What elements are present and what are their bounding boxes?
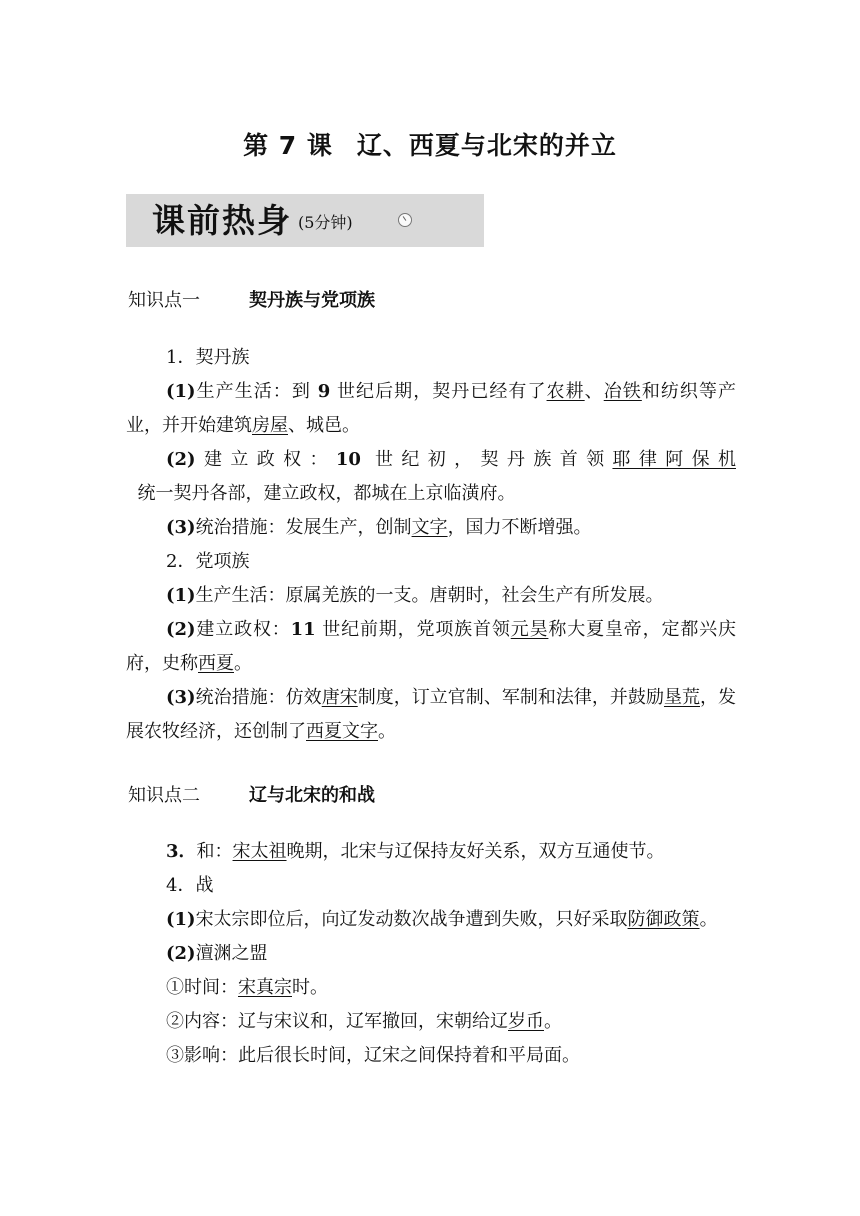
answer-blank: 唐宋 (321, 687, 358, 708)
answer-blank: 宋真宗 (238, 977, 292, 998)
knowledge-point-name: 契丹族与党项族 (249, 290, 375, 311)
knowledge-point-name: 辽与北宋的和战 (249, 785, 375, 806)
subheading-war: 4．战 (166, 875, 214, 896)
banner-duration: (5分钟) (298, 213, 353, 232)
paragraph: 3．和：宋太祖晚期，北宋与辽保持友好关系，双方互通使节。 (166, 841, 665, 862)
paragraph: (2)建立政权：10 世纪初，契丹族首领耶律阿保机 统一契丹各部，建立政权，都城在上京临潢府。 (126, 449, 736, 504)
paragraph: ②内容：辽与宋议和，辽军撤回，宋朝给辽岁币。 (166, 1011, 562, 1032)
paragraph: ①时间：宋真宗时。 (166, 977, 328, 998)
lesson-topic: 辽、西夏与北宋的并立 (356, 131, 617, 160)
answer-blank: 文字 (411, 517, 448, 538)
answer-blank: 耶律阿保机 (612, 449, 736, 470)
subheading-khitan: 1．契丹族 (166, 347, 250, 368)
paragraph: (1)生产生活：原属羌族的一支。唐朝时，社会生产有所发展。 (166, 585, 664, 606)
answer-blank: 元昊 (510, 619, 549, 640)
lesson-number: 第 7 课 (243, 131, 333, 160)
answer-blank: 宋太祖 (232, 841, 287, 862)
knowledge-point-1-heading (128, 288, 375, 314)
paragraph: (1)生产生活：到 9 世纪后期，契丹已经有了农耕、冶铁和纺织等产业，并开始建筑房屋、城邑。 (126, 381, 737, 436)
answer-blank: 防御政策 (627, 909, 700, 930)
answer-blank: 西夏文字 (306, 721, 378, 742)
answer-blank: 农耕 (546, 381, 585, 402)
knowledge-point-label: 知识点二 (128, 785, 200, 806)
answer-blank: 西夏 (198, 653, 234, 674)
knowledge-point-label: 知识点一 (128, 290, 200, 311)
banner-title: 课前热身 (152, 201, 292, 240)
paragraph: (2)澶渊之盟 (166, 943, 268, 964)
answer-blank: 垦荒 (663, 687, 700, 708)
knowledge-point-1-body (126, 341, 736, 749)
page-title (0, 128, 860, 164)
answer-blank: 冶铁 (603, 381, 642, 402)
answer-blank: 房屋 (252, 415, 288, 436)
clock-icon (398, 213, 412, 227)
knowledge-point-2-body (126, 835, 736, 1073)
answer-blank: 岁币 (508, 1011, 544, 1032)
paragraph: (3)统治措施：发展生产，创制文字，国力不断增强。 (166, 517, 592, 538)
subheading-dangxiang: 2．党项族 (166, 551, 250, 572)
warmup-banner (126, 194, 484, 247)
paragraph: (1)宋太宗即位后，向辽发动数次战争遭到失败，只好采取防御政策。 (166, 909, 718, 930)
paragraph: (3)统治措施：仿效唐宋制度，订立官制、军制和法律，并鼓励垦荒，发展农牧经济，还创制了西夏文字。 (126, 687, 737, 742)
knowledge-point-2-heading (128, 783, 375, 809)
paragraph: ③影响：此后很长时间，辽宋之间保持着和平局面。 (166, 1045, 580, 1066)
paragraph: (2)建立政权：11 世纪前期，党项族首领元昊称大夏皇帝，定都兴庆府，史称西夏。 (126, 619, 737, 674)
